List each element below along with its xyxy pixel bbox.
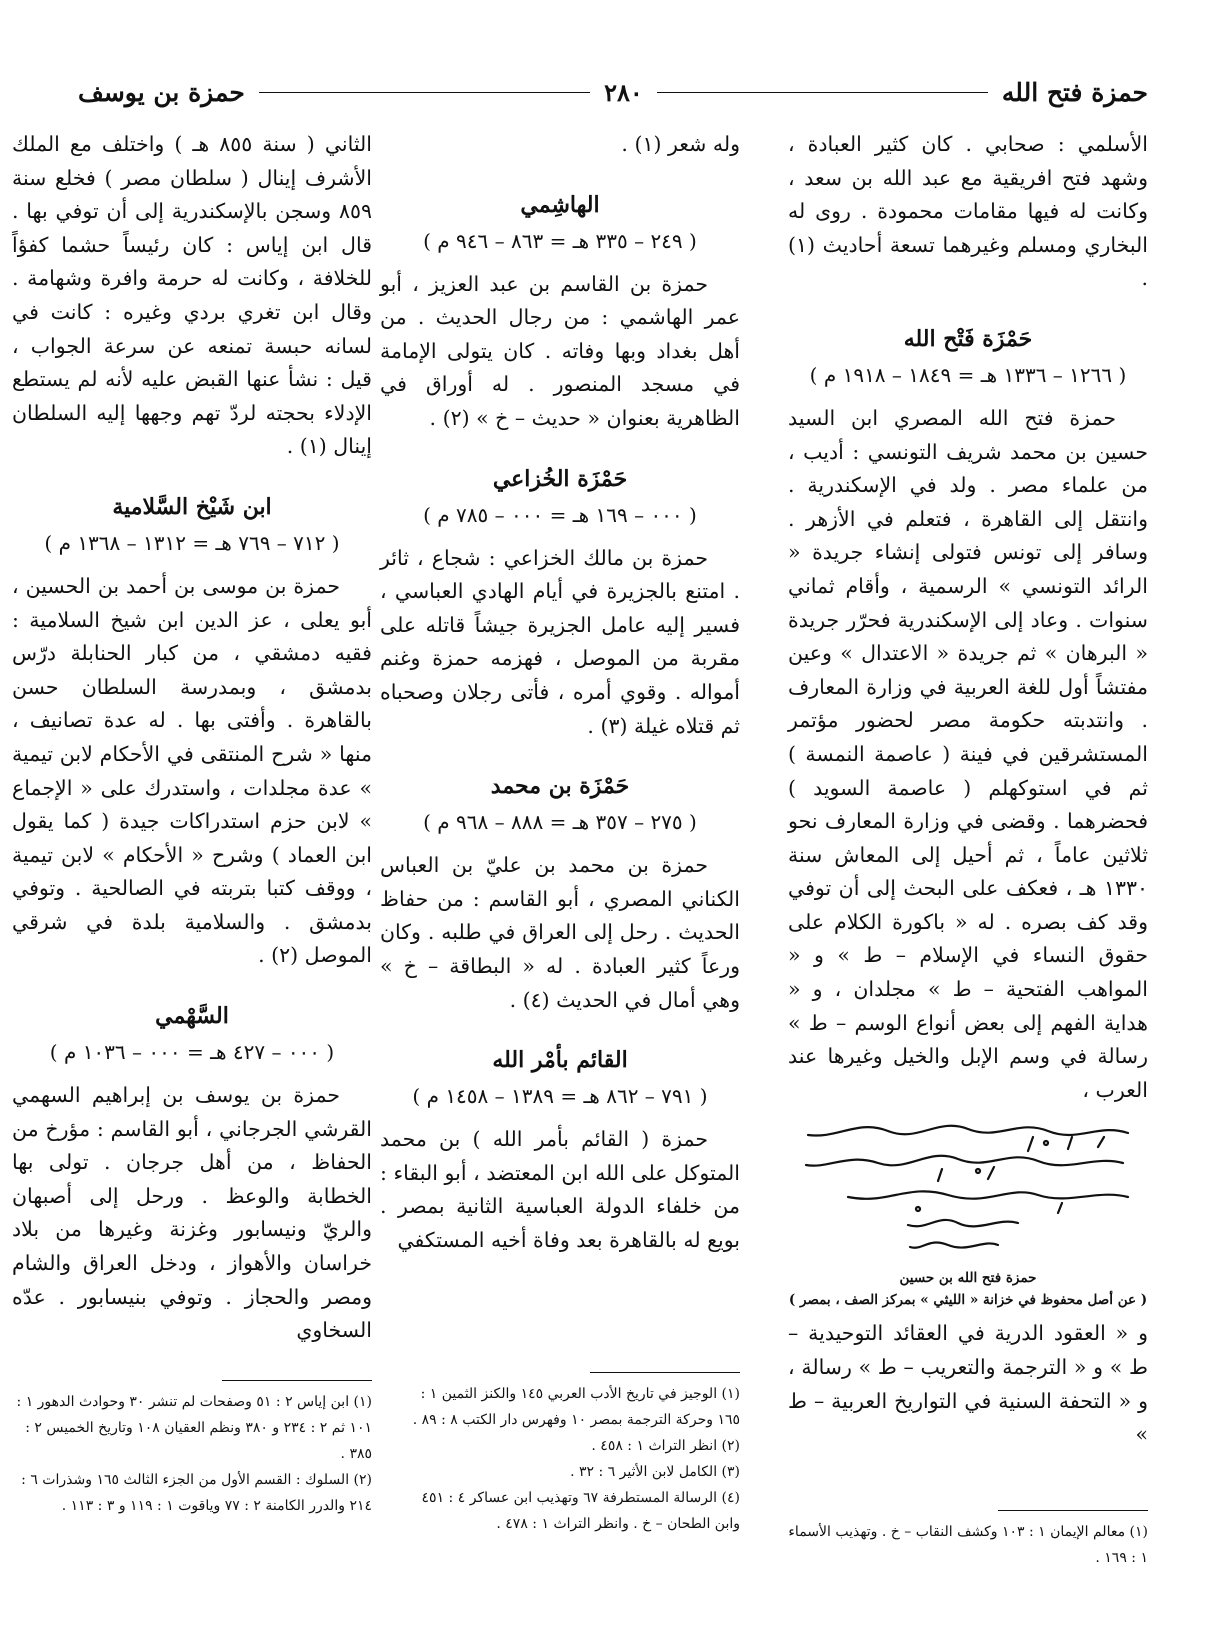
entry-title: السَّهْمي bbox=[155, 1003, 229, 1030]
entry-text: حمزة بن القاسم بن عبد العزيز ، أبو عمر الهاشمي : من رجال الحديث . من أهل بغداد وبها وفاته . كان يتولى الإمامة في مسجد المنصور . له أوراق في الظاهرية بعنوان « حديث – خ » (٢) . bbox=[380, 271, 740, 430]
col-left-intro: الثاني ( سنة ٨٥٥ هـ ) واختلف مع الملك الأشرف إينال ( سلطان مصر ) فخلع سنة ٨٥٩ وسجن بالإسكندرية إلى أن توفي بها . قال ابن إياس : كان رئيساً حشما كفؤاً للخلافة ، وكانت له حرمة وافرة وشهامة . وقال ابن تغري بردي وغيره : كانت في لسانه حبسة تمنعه عن سرعة الجواب ، قيل : نشأ عنها القبض عليه لأنه لم يستطع الإدلاء بحجته لردّ تهم وجهها إليه السلطان إينال (١) . bbox=[12, 132, 372, 459]
footnotes-middle bbox=[400, 1372, 740, 1537]
col-right-intro: الأسلمي : صحابي . كان كثير العبادة ، وشهد فتح افريقية مع عبد الله بن سعد ، وكانت له فيها مقامات محمودة . روى له البخاري ومسلم وغيرهما تسعة أحاديث (١) . bbox=[788, 132, 1148, 291]
footnote-rule bbox=[222, 1380, 372, 1381]
header-rule-right bbox=[657, 92, 988, 93]
footnote-rule bbox=[590, 1372, 740, 1373]
entry-title: الهاشِمي bbox=[520, 191, 600, 218]
entry-dates: ( ٢٧٥ – ٣٥٧ هـ = ٨٨٨ – ٩٦٨ م ) bbox=[423, 810, 697, 835]
footnote: (٢) السلوك : القسم الأول من الجزء الثالث ١٦٥ وشذرات ٦ : ٢١٤ والدرر الكامنة ٢ : ٧٧ وياقوت ١ : ١١٩ و ٣ : ١١٣ . bbox=[21, 1472, 372, 1514]
footnote: (١) الوجيز في تاريخ الأدب العربي ١٤٥ والكنز الثمين ١ : ١٦٥ وحركة الترجمة بمصر ١٠ وفهرس دار الكتب ٨ : ٨٩ . bbox=[412, 1386, 740, 1428]
image-caption-source: ( عن أصل محفوظ في خزانة « الليثي » بمركز الصف ، بمصر ) bbox=[788, 1292, 1148, 1309]
footnotes-left bbox=[12, 1380, 372, 1519]
entry-title: حَمْزَة الخُزاعي bbox=[492, 465, 628, 492]
footnote-rule bbox=[998, 1510, 1148, 1511]
entry-text-end: و « العقود الدرية في العقائد التوحيدية – ط » و « الترجمة والتعريب – ط » رسالة ، و « التحفة السنية في التواريخ العربية – ط » bbox=[788, 1321, 1148, 1447]
entry-dates: ( ٠٠٠ – ٤٢٧ هـ = ٠٠٠ – ١٠٣٦ م ) bbox=[49, 1040, 335, 1065]
entry-dates: ( ٧٩١ – ٨٦٢ هـ = ١٣٨٩ – ١٤٥٨ م ) bbox=[412, 1084, 708, 1109]
image-caption-name: حمزة فتح الله بن حسين bbox=[899, 1270, 1037, 1287]
col-middle-intro: وله شعر (١) . bbox=[621, 132, 740, 156]
footnote: (١) ابن إياس ٢ : ٥١ وصفحات لم تنشر ٣٠ وحوادث الدهور ١ : ١٠١ ثم ٢ : ٢٣٤ و ٣٨٠ ونظم العقيان ١٠٨ وتاريخ الخميس ٢ : ٣٨٥ . bbox=[16, 1394, 372, 1462]
signature-svg bbox=[798, 1113, 1138, 1263]
footnotes-right bbox=[788, 1510, 1148, 1571]
column-right bbox=[788, 128, 1148, 1452]
header-right-title: حمزة فتح الله bbox=[1001, 77, 1148, 107]
entry-dates: ( ٠٠٠ – ١٦٩ هـ = ٠٠٠ – ٧٨٥ م ) bbox=[423, 502, 697, 527]
entry-text: حمزة بن مالك الخزاعي : شجاع ، ثائر . امتنع بالجزيرة في أيام الهادي العباسي ، فسير إليه عامل الجزيرة جيشاً قاتله على مقربة من الموصل ، فهزمه حمزة وغنم أمواله . وقوي أمره ، فأتى رجلان وصحباه ثم قتلاه غيلة (٣) . bbox=[380, 545, 740, 738]
entry-text: حمزة ( القائم بأمر الله ) بن محمد المتوكل على الله ابن المعتضد ، أبو البقاء : من خلفاء الدولة العباسية الثانية بمصر . بويع له بالقاهرة بعد وفاة أخيه المستكفي bbox=[380, 1127, 740, 1252]
column-middle bbox=[380, 128, 740, 1257]
handwritten-signature-image bbox=[798, 1113, 1138, 1263]
entry-dates: ( ٢٤٩ – ٣٣٥ هـ = ٨٦٣ – ٩٤٦ م ) bbox=[423, 228, 697, 253]
entry-title: ابن شَيْخ السَّلامية bbox=[112, 493, 272, 520]
entry-text: حمزة بن يوسف بن إبراهيم السهمي القرشي الجرجاني ، أبو القاسم : مؤرخ من الحفاظ ، من أهل جرجان . تولى بها الخطابة والوعظ . ورحل إلى أصبهان والريّ ونيسابور وغزنة وغيرها من بلاد خراسان والأهواز ، ودخل العراق والشام ومصر والحجاز . وتوفي بنيسابور . عدّه السخاوي bbox=[12, 1083, 372, 1343]
entry-title: القائم بأمْر الله bbox=[492, 1047, 628, 1074]
entry-text: حمزة فتح الله المصري ابن السيد حسين بن محمد شريف التونسي : أديب ، من علماء مصر . ولد في الإسكندرية . وانتقل إلى القاهرة ، فتعلم في الأزهر . وسافر إلى تونس فتولى إنشاء جريدة « الرائد التونسي » الرسمية ، وأقام ثماني سنوات . وعاد إلى الإسكندرية فحرّر جريدة « البرهان » ثم جريدة « الاعتدال » وعين مفتشاً أول للغة العربية في وزارة المعارف . وانتدبته حكومة مصر لحضور مؤتمر المستشرقين في فينة ( عاصمة النمسة ) ثم في استوكهلم ( عاصمة السويد ) فحضرهما . وقضى في وزارة المعارف نحو ثلاثين عاماً ، ثم أحيل إلى المعاش سنة ١٣٣٠ هـ ، فعكف على البحث إلى أن توفي وقد كف بصره . له « باكورة الكلام على حقوق النساء في الإسلام – ط » و « المواهب الفتحية – ط » مجلدان ، و « هداية الفهم إلى بعض أنواع الوسم – ط » رسالة في وسم الإبل والخيل وغيرها عند العرب ، bbox=[788, 405, 1148, 1102]
column-left bbox=[12, 128, 372, 1348]
entry-text: حمزة بن موسى بن أحمد بن الحسين ، أبو يعلى ، عز الدين ابن شيخ السلامية : فقيه دمشقي ، من كبار الحنابلة درّس بدمشق ، وبمدرسة السلطان حسن بالقاهرة . وأفتى بها . له عدة تصانيف ، منها « شرح المنتقى في الأحكام لابن تيمية » عدة مجلدات ، واستدرك على « الإجماع » لابن حزم استدراكات جيدة ( كما يقول ابن العماد ) وشرح « الأحكام » لابن تيمية ، ووقف كتبا بتربته في الصالحية . وتوفي بدمشق . والسلامية بلدة في شرقي الموصل (٢) . bbox=[12, 573, 372, 968]
footnote: (٣) الكامل لابن الأثير ٦ : ٣٢ . bbox=[570, 1464, 740, 1480]
page-number: ٢٨٠ bbox=[604, 77, 643, 107]
entry-dates: ( ٧١٢ – ٧٦٩ هـ = ١٣١٢ – ١٣٦٨ م ) bbox=[44, 530, 340, 555]
page-header bbox=[78, 74, 1148, 110]
footnote: (٤) الرسالة المستطرفة ٦٧ وتهذيب ابن عساكر ٤ : ٤٥١ وابن الطحان – خ . وانظر التراث ١ : ٤٧٨ . bbox=[421, 1490, 740, 1532]
footnote: (١) معالم الإيمان ١ : ١٠٣ وكشف النقاب – خ . وتهذيب الأسماء ١ : ١٦٩ . bbox=[788, 1524, 1148, 1566]
header-left-title: حمزة بن يوسف bbox=[77, 77, 245, 107]
entry-title: حَمْزَة بن محمد bbox=[490, 773, 630, 800]
entry-text: حمزة بن محمد بن عليّ بن العباس الكناني المصري ، أبو القاسم : من حفاظ الحديث . رحل إلى العراق في طلبه . وكان ورعاً كثير العبادة . له « البطاقة – خ » وهي أمال في الحديث (٤) . bbox=[380, 853, 740, 1012]
entry-title: حَمْزَة فَتْح الله bbox=[903, 325, 1033, 352]
header-rule-left bbox=[259, 92, 590, 93]
footnote: (٢) انظر التراث ١ : ٤٥٨ . bbox=[591, 1438, 740, 1454]
entry-dates: ( ١٢٦٦ – ١٣٣٦ هـ = ١٨٤٩ – ١٩١٨ م ) bbox=[809, 362, 1127, 387]
